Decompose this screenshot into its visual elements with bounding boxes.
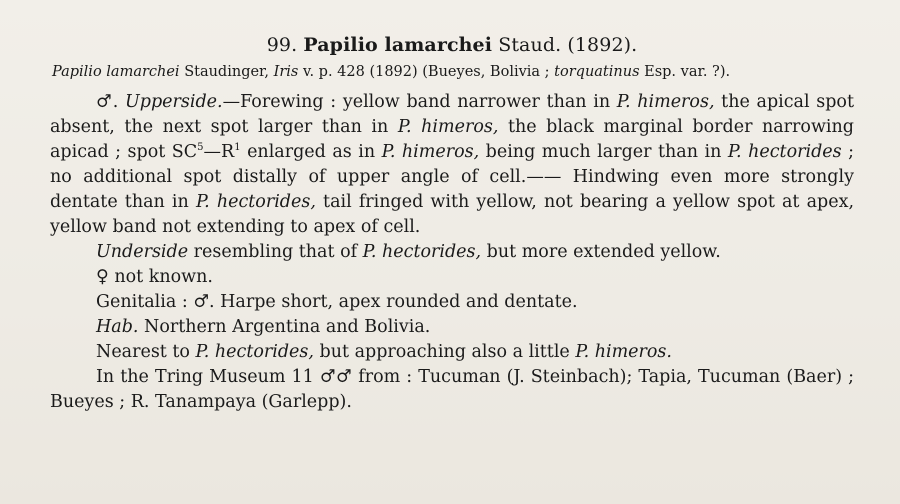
habitat-label: Hab. <box>96 317 139 337</box>
nearest-paragraph <box>50 340 854 365</box>
upperside-sex-symbol: ♂. <box>96 92 119 112</box>
genitalia-sex-symbol: ♂. <box>193 292 215 312</box>
upperside-text: tail fringed with yellow, not bearing a yellow spot at apex, yellow band not extending to apex of cell. <box>50 192 855 237</box>
entry-number: 99. <box>266 34 298 56</box>
upperside-text: ; no additional spot distally of upper angle of cell.—— Hindwing even more strongly dentate than in <box>50 142 854 212</box>
species-ref: P. himeros, <box>616 92 715 112</box>
habitat-text: Northern Argentina and Bolivia. <box>138 317 431 337</box>
species-heading <box>50 34 854 56</box>
citation-ref-end: Esp. var. ?). <box>644 64 731 80</box>
citation-line <box>52 64 854 80</box>
species-name: Papilio lamarchei <box>303 34 493 56</box>
nearest-text: but approaching also a little <box>313 342 576 362</box>
museum-paragraph: In the Tring Museum 11 ♂♂ from : Tucuman (J. Steinbach); Tapia, Tucuman (Baer) ; Bueyes ; R. Tanampaya (Garlepp). <box>50 367 854 412</box>
genitalia-label: Genitalia : <box>96 292 194 312</box>
citation-species: Papilio lamarchei <box>52 64 180 80</box>
nearest-text: Nearest to <box>96 342 196 362</box>
underside-heading: Underside <box>96 242 189 262</box>
superscript: 5 <box>197 142 204 153</box>
upperside-text: the apical spot absent, the next spot larger than in <box>50 92 854 137</box>
upperside-text: being much larger than in <box>479 142 728 162</box>
species-ref: P. hectorides <box>727 142 842 162</box>
upperside-text: the black marginal border narrowing apicad ; spot SC <box>50 117 854 162</box>
species-ref: P. hectorides, <box>362 242 482 262</box>
citation-ref: v. p. 428 (1892) (Bueyes, Bolivia ; <box>302 64 550 80</box>
citation-journal: Iris <box>273 64 299 80</box>
superscript: 1 <box>234 142 241 153</box>
upperside-text: —R <box>203 142 235 162</box>
upperside-text: —Forewing : yellow band narrower than in <box>222 92 617 112</box>
female-paragraph: ♀ not known. <box>96 267 213 287</box>
citation-author: Staudinger, <box>184 64 269 80</box>
author-date: Staud. (1892). <box>498 34 638 56</box>
species-ref: P. himeros. <box>575 342 672 362</box>
genitalia-paragraph <box>50 290 854 315</box>
underside-text: resembling that of <box>188 242 363 262</box>
upperside-heading: Upperside. <box>125 92 223 112</box>
species-ref: P. hectorides, <box>195 192 316 212</box>
underside-text: but more extended yellow. <box>481 242 721 262</box>
upperside-paragraph <box>50 90 854 240</box>
underside-paragraph <box>50 240 854 265</box>
species-ref: P. himeros, <box>381 142 480 162</box>
species-ref: P. hectorides, <box>195 342 314 362</box>
genitalia-text: Harpe short, apex rounded and dentate. <box>214 292 578 312</box>
species-ref: P. himeros, <box>397 117 499 137</box>
habitat-paragraph <box>50 315 854 340</box>
citation-variety: torquatinus <box>554 64 640 80</box>
upperside-text: enlarged as in <box>240 142 382 162</box>
